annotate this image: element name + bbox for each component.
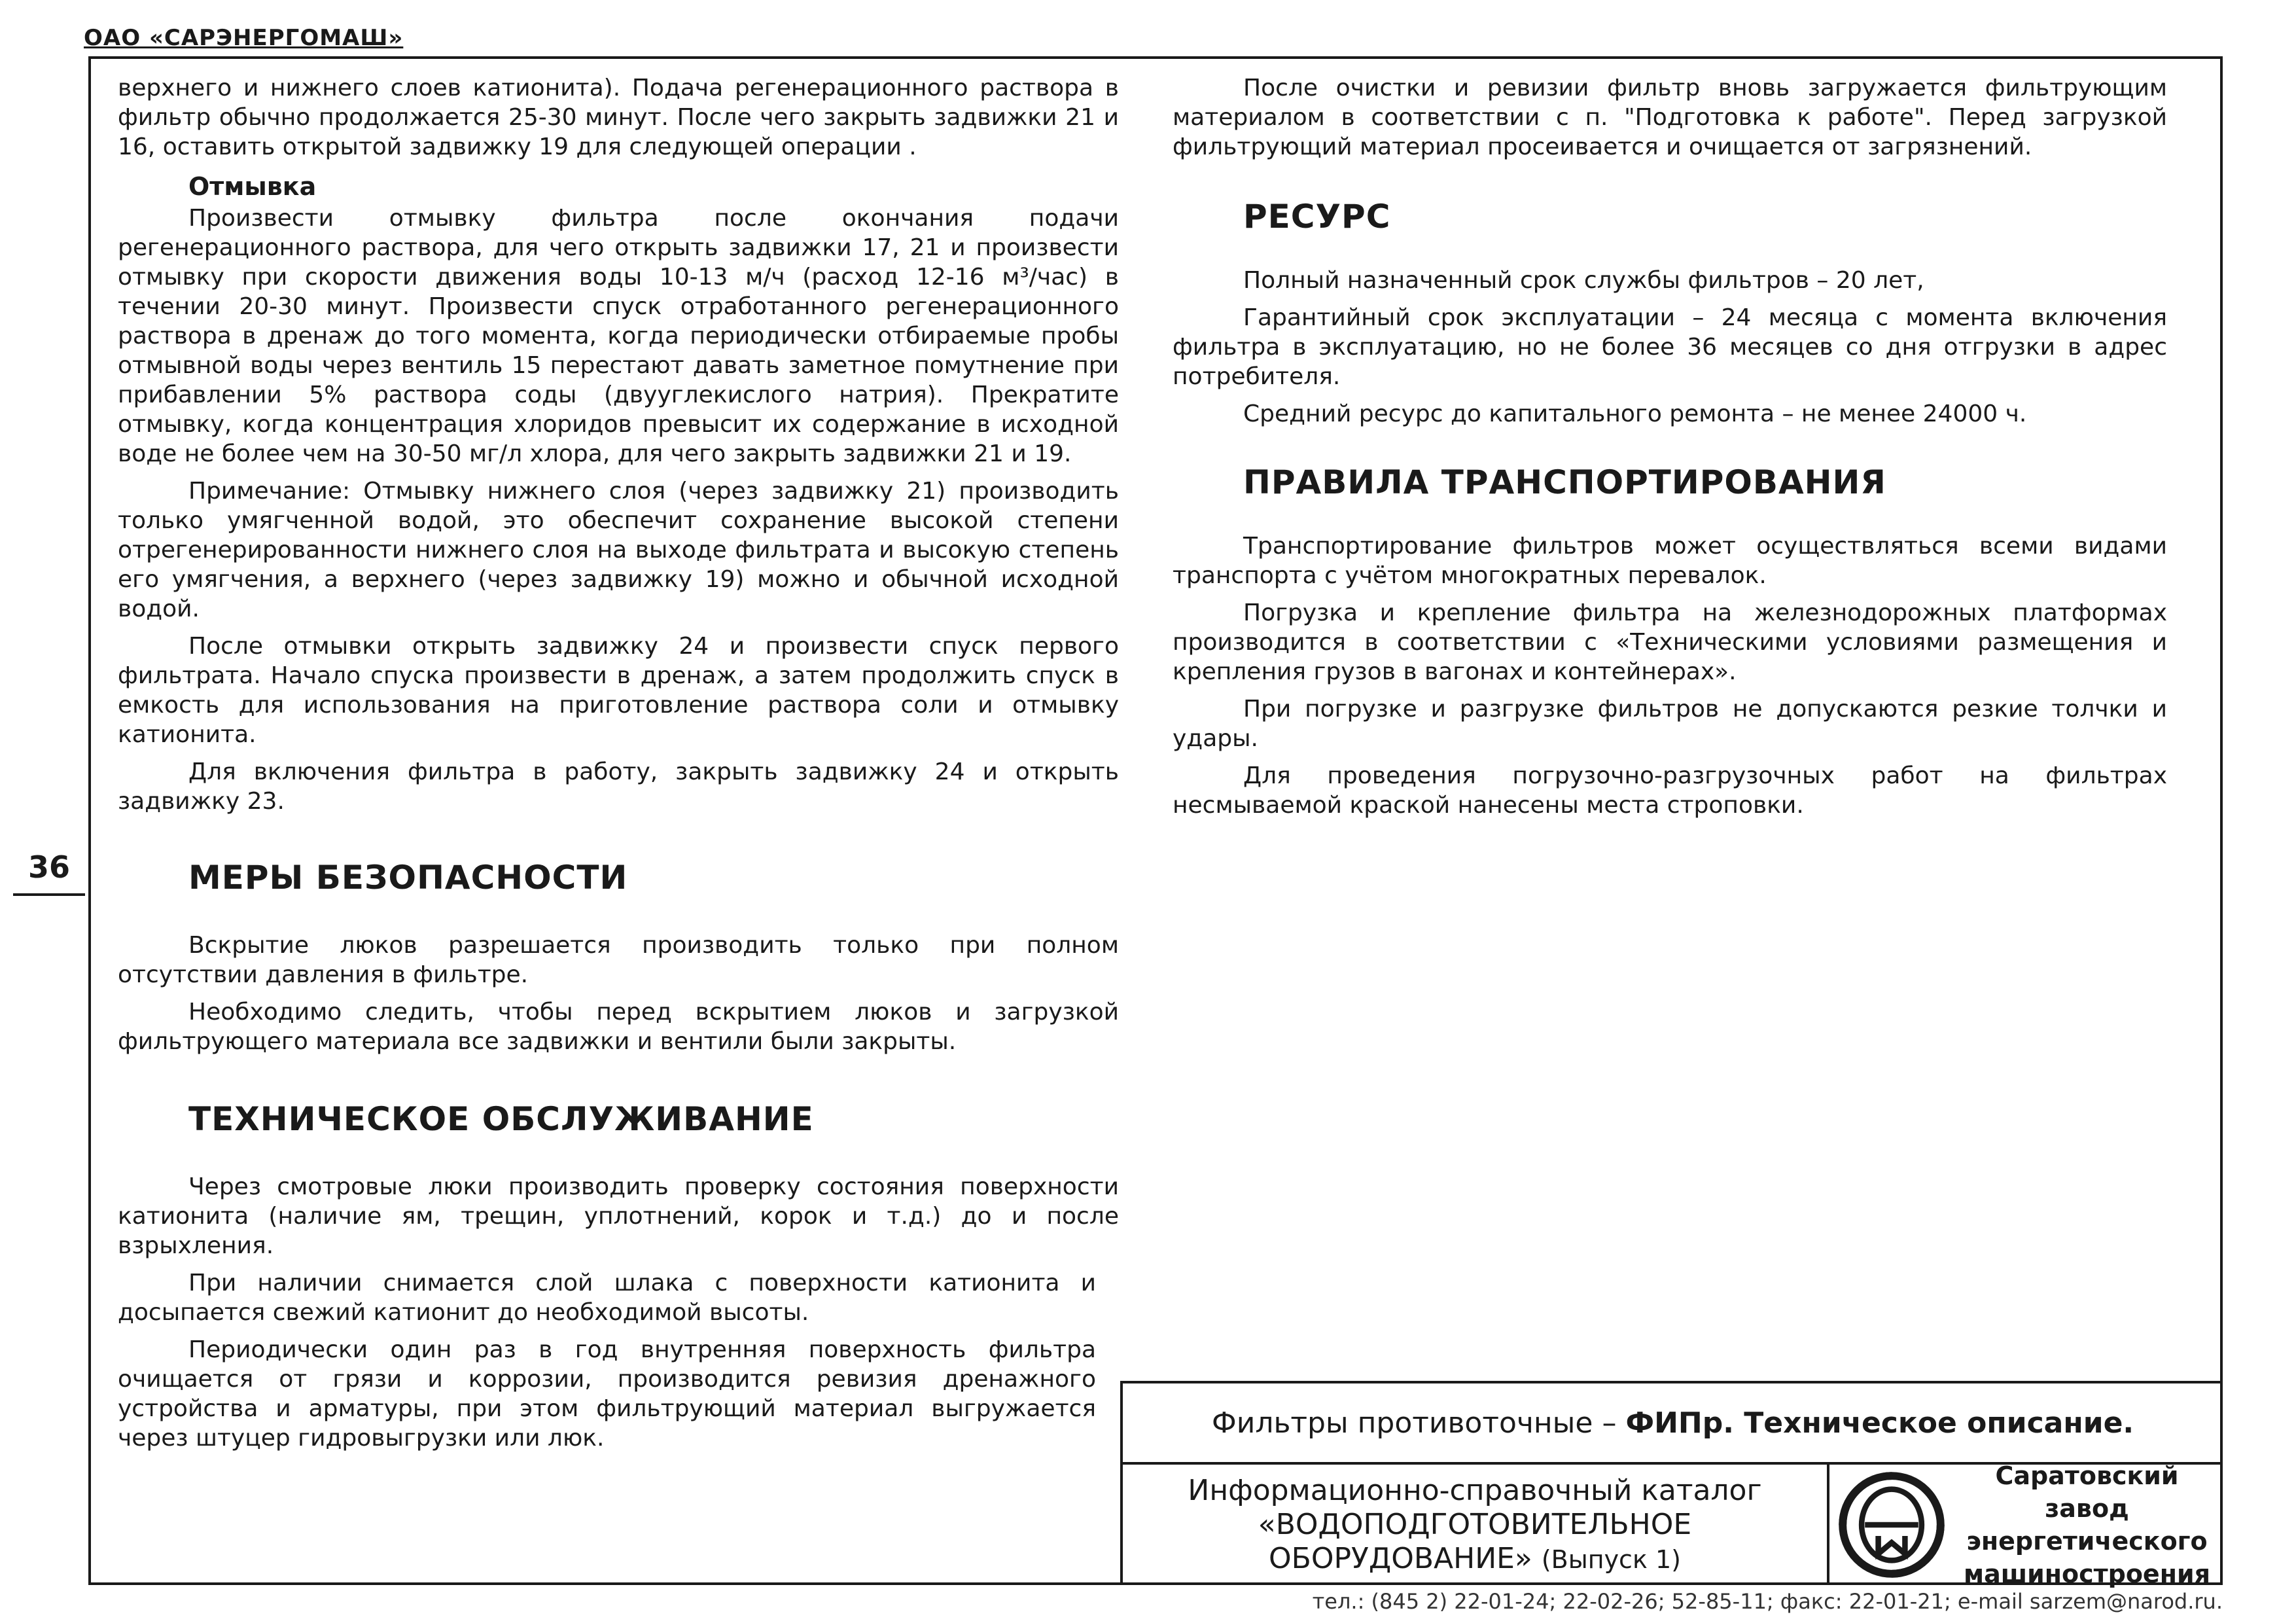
paragraph-resource-1: Полный назначенный срок службы фильтров – 20 лет, bbox=[1243, 267, 1924, 294]
heading-safety: МЕРЫ БЕЗОПАСНОСТИ bbox=[188, 859, 628, 897]
catalog-name bbox=[1123, 1465, 1827, 1585]
catalog-line-2: «ВОДОПОДГОТОВИТЕЛЬНОЕ bbox=[1258, 1507, 1692, 1541]
heading-resource: РЕСУРС bbox=[1243, 198, 1391, 236]
company-name: ОАО «САРЭНЕРГОМАШ» bbox=[84, 25, 404, 51]
paragraph-rinse-1: Произвести отмывку фильтра после окончания подачи регенерационного раствора, для чего открыть задвижки 17, 21 и произвести отмывку при скорости движения воды 10-13 м/ч (расход 12-16 м³/час) в течении 20-30 минут. Произвести спуск отработанного регенерационного раствора в дренаж до того момента, когда периодически отбираемые пробы отмывной воды через вентиль 15 перестают давать заметное помутнение при прибавлении 5% раствора соды (двууглекислого натрия). Прекратите отмывку, когда концентрация хлоридов превысит их содержание в исходной воде не более чем на 30-50 мг/л хлора, для чего закрыть задвижки 21 и 19. bbox=[118, 205, 1119, 467]
subheading-rinse: Отмывка bbox=[188, 172, 317, 201]
factory-logo-icon bbox=[1836, 1469, 1947, 1580]
paragraph-transport-4: Для проведения погрузочно-разгрузочных работ на фильтрах несмываемой краской нанесены места строповки. bbox=[1173, 762, 2167, 819]
catalog-line-3 bbox=[1269, 1542, 1681, 1577]
paragraph-resource-3: Средний ресурс до капитального ремонта – не менее 24000 ч. bbox=[1243, 401, 2027, 427]
catalog-line-3-text: ОБОРУДОВАНИЕ» bbox=[1269, 1541, 1532, 1575]
paragraph-resource-2: Гарантийный срок эксплуатации – 24 месяца с момента включения фильтра в эксплуатацию, но не более 36 месяцев со дня отгрузки в адрес потребителя. bbox=[1173, 304, 2167, 390]
paragraph-safety-2: Необходимо следить, чтобы перед вскрытием люков и загрузкой фильтрующего материала все задвижки и вентили были закрыты. bbox=[118, 999, 1119, 1055]
document-title-prefix: Фильтры противоточные – bbox=[1211, 1406, 1617, 1440]
document-title-bold: ФИПр. Техническое описание. bbox=[1625, 1406, 2134, 1440]
heading-maintenance: ТЕХНИЧЕСКОЕ ОБСЛУЖИВАНИЕ bbox=[188, 1100, 814, 1138]
manufacturer-name bbox=[1951, 1459, 2223, 1590]
paragraph-maintenance-3: Периодически один раз в год внутренняя поверхность фильтра очищается от грязи и коррозии, производится ревизия дренажного устройства и арматуры, при этом фильтрующий материал выгружается через штуцер гидровыгрузки или люк. bbox=[118, 1336, 1096, 1452]
title-block bbox=[1120, 1381, 2223, 1588]
document-title bbox=[1123, 1383, 2223, 1465]
paragraph-maintenance-2: При наличии снимается слой шлака с поверхности катионита и досыпается свежий катионит до необходимой высоты. bbox=[118, 1270, 1096, 1326]
contact-line: тел.: (845 2) 22-01-24; 22-02-26; 52-85-11; факс: 22-01-21; e-mail sarzem@narod.ru. bbox=[1312, 1589, 2223, 1614]
right-column bbox=[1173, 73, 2167, 828]
paragraph-transport-1: Транспортирование фильтров может осуществляться всеми видами транспорта с учётом многократных перевалок. bbox=[1173, 533, 2167, 589]
manufacturer-line-2: энергетического bbox=[1966, 1527, 2208, 1556]
paragraph-transport-3: При погрузке и разгрузке фильтров не допускаются резкие толчки и удары. bbox=[1173, 696, 2167, 752]
paragraph-rinse-4: Для включения фильтра в работу, закрыть задвижку 24 и открыть задвижку 23. bbox=[118, 758, 1119, 815]
paragraph-transport-2: Погрузка и крепление фильтра на железнодорожных платформах производится в соответствии с «Техническими условиями размещения и крепления грузов в вагонах и контейнерах». bbox=[1173, 599, 2167, 685]
paragraph-reload: После очистки и ревизии фильтр вновь загружается фильтрующим материалом в соответствии с п. "Подготовка к работе". Перед загрузкой фильтрующий материал просеивается и очищается от загрязнений. bbox=[1173, 75, 2167, 160]
manufacturer-line-3: машиностроения bbox=[1964, 1560, 2210, 1588]
paragraph-rinse-3: После отмывки открыть задвижку 24 и произвести спуск первого фильтрата. Начало спуска произвести в дренаж, а затем продолжить спуск в емкость для использования на приготовление раствора соли и отмывку катионита. bbox=[118, 633, 1119, 748]
heading-transport: ПРАВИЛА ТРАНСПОРТИРОВАНИЯ bbox=[1243, 463, 1886, 501]
paragraph-rinse-note: Примечание: Отмывку нижнего слоя (через задвижку 21) производить только умягченной водой, это обеспечит сохранение высокой степени отрегенерированности нижнего слоя на выходе фильтрата и высокую степень его умягчения, а верхнего (через задвижку 19) можно и обычной исходной водой. bbox=[118, 478, 1119, 622]
paragraph-regeneration-end: верхнего и нижнего слоев катионита). Подача регенерационного раствора в фильтр обычно продолжается 25-30 минут. После чего закрыть задвижки 21 и 16, оставить открытой задвижку 19 для следующей операции . bbox=[118, 75, 1119, 160]
paragraph-maintenance-1: Через смотровые люки производить проверку состояния поверхности катионита (наличие ям, трещин, уплотнений, корок и т.д.) до и после взрыхления. bbox=[118, 1173, 1119, 1259]
manufacturer-block bbox=[1827, 1461, 2223, 1588]
catalog-issue: (Выпуск 1) bbox=[1541, 1544, 1681, 1574]
paragraph-safety-1: Вскрытие люков разрешается производить только при полном отсутствии давления в фильтре. bbox=[118, 932, 1119, 988]
page-number: 36 bbox=[13, 841, 85, 896]
manufacturer-line-1: Саратовский завод bbox=[1995, 1461, 2179, 1523]
catalog-line-1: Информационно-справочный каталог bbox=[1188, 1473, 1762, 1507]
left-column bbox=[118, 73, 1119, 1461]
